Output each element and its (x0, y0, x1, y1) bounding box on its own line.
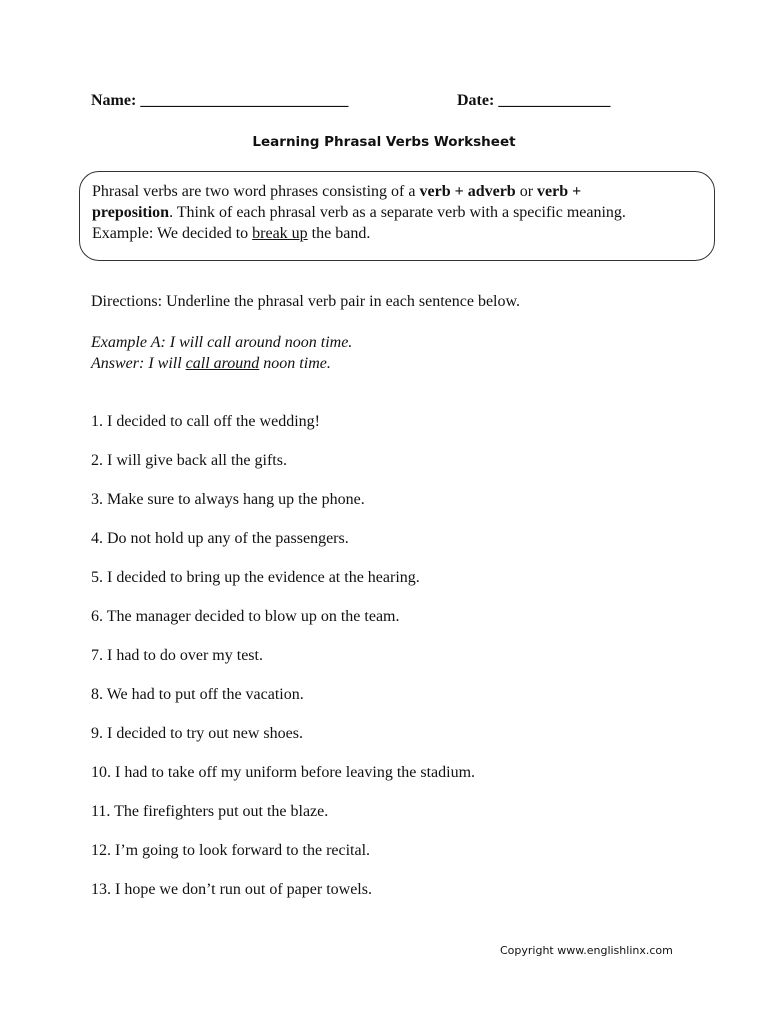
question-list (91, 412, 475, 919)
name-label: Name: (91, 92, 137, 109)
intro-text: the band. (307, 225, 371, 242)
question-item: 2. I will give back all the gifts. (91, 452, 287, 469)
example-answer-text: noon time. (259, 355, 331, 372)
intro-text: Example: We decided to (92, 225, 253, 242)
question-item: 12. I’m going to look forward to the recital. (91, 842, 371, 859)
question-item: 11. The firefighters put out the blaze. (91, 803, 329, 820)
date-blank: ______________ (498, 92, 611, 109)
example-question: Example A: I will call around noon time. (91, 334, 353, 351)
page-title: Learning Phrasal Verbs Worksheet (252, 134, 516, 150)
directions: Directions: Underline the phrasal verb pair in each sentence below. (91, 293, 521, 310)
question-item: 8. We had to put off the vacation. (91, 686, 304, 703)
intro-line-3 (92, 223, 702, 244)
intro-text: or (515, 183, 538, 200)
name-blank: __________________________ (140, 92, 349, 109)
intro-text: Phrasal verbs are two word phrases consisting of a (92, 183, 420, 200)
question-item: 10. I had to take off my uniform before leaving the stadium. (91, 764, 476, 781)
copyright-footer: Copyright www.englishlinx.com (500, 944, 673, 957)
header-row (91, 92, 691, 116)
intro-line-1 (92, 181, 702, 202)
question-item: 5. I decided to bring up the evidence at the hearing. (91, 569, 420, 586)
intro-box (79, 171, 715, 261)
intro-bold-term: verb + (537, 183, 582, 200)
intro-text: . Think of each phrasal verb as a separate verb with a specific meaning. (169, 204, 626, 221)
intro-bold-term: verb + adverb (419, 183, 516, 200)
example-block (91, 332, 352, 374)
question-item: 4. Do not hold up any of the passengers. (91, 530, 349, 547)
intro-underlined-example: break up (252, 225, 308, 242)
question-item: 9. I decided to try out new shoes. (91, 725, 303, 742)
example-answer-text: Answer: I will (91, 355, 186, 372)
intro-line-2 (92, 202, 702, 223)
question-item: 1. I decided to call off the wedding! (91, 413, 320, 430)
question-item: 7. I had to do over my test. (91, 647, 263, 664)
date-field (457, 92, 610, 110)
name-field (91, 92, 348, 110)
date-label: Date: (457, 92, 495, 109)
example-answer (91, 353, 352, 374)
example-answer-underlined: call around (185, 355, 260, 372)
question-item: 13. I hope we don’t run out of paper towels. (91, 881, 372, 898)
intro-bold-term: preposition (92, 204, 170, 221)
question-item: 6. The manager decided to blow up on the team. (91, 608, 400, 625)
question-item: 3. Make sure to always hang up the phone. (91, 491, 365, 508)
